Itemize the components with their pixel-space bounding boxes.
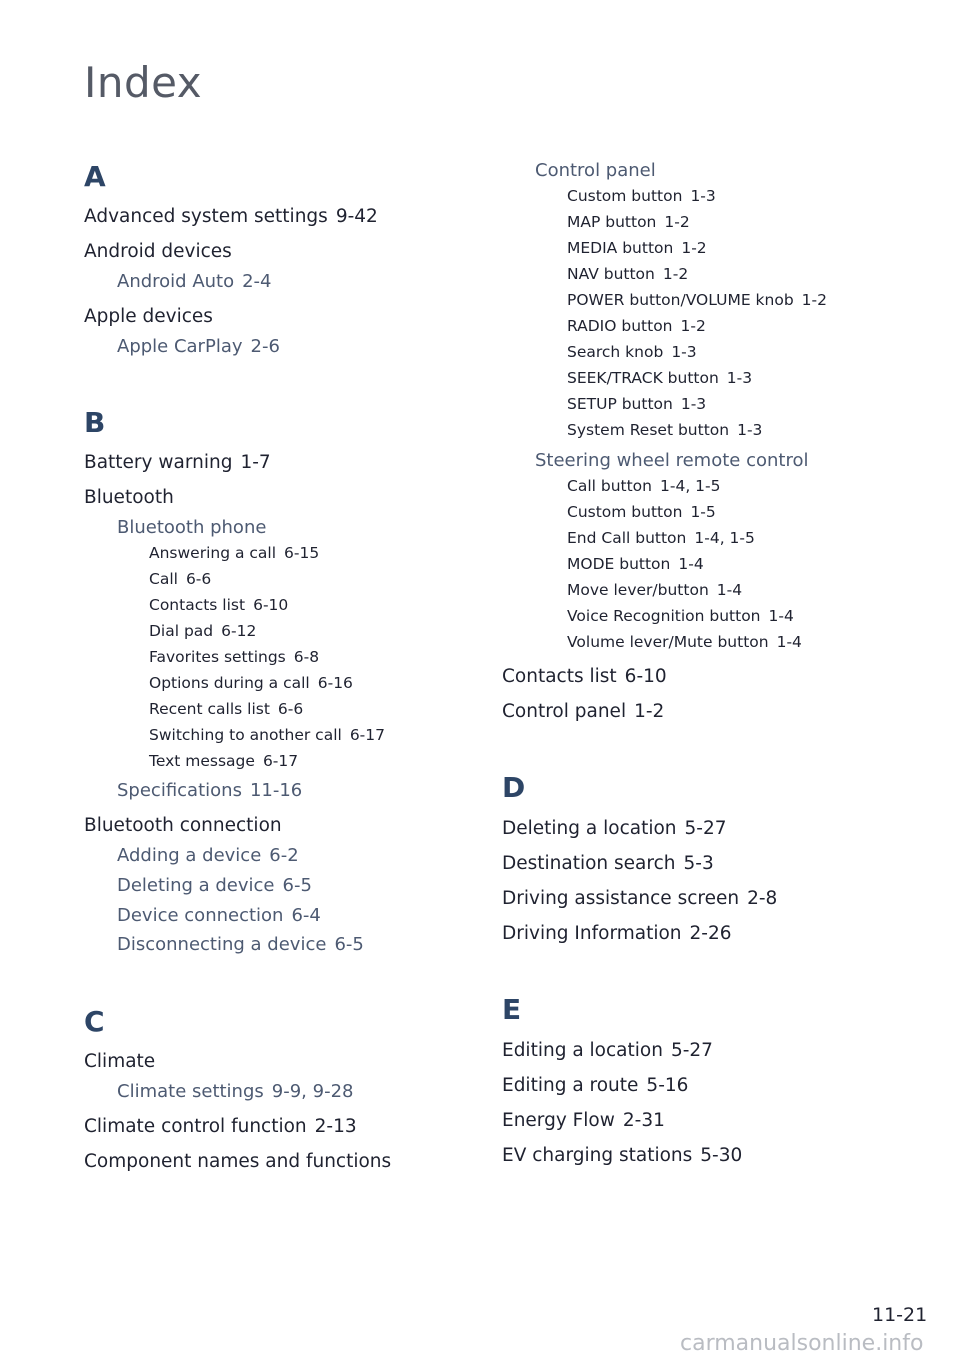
index-entry [502,701,664,722]
index-term: Custom button [567,503,683,521]
index-entry [535,160,656,181]
index-entry [149,622,256,640]
index-entry [149,596,288,614]
index-page-ref: 6-15 [284,544,320,562]
index-entry [567,421,762,439]
index-term: Driving assistance screen [502,888,740,909]
index-entry [567,187,716,205]
index-term: POWER button/VOLUME knob [567,291,794,309]
index-entry [502,1145,742,1166]
index-term: MAP button [567,213,657,231]
index-term: EV charging stations [502,1145,693,1166]
index-entry [502,666,667,687]
index-page-ref: 5-30 [700,1145,743,1166]
index-page-ref: 6-10 [253,596,289,614]
index-entry [502,1075,688,1096]
index-entry [117,1081,353,1102]
index-page-ref: 2-31 [622,1110,665,1131]
index-page-ref: 6-16 [317,674,353,692]
section-letter: E [502,993,522,1026]
index-entry [117,934,364,955]
index-entry [567,607,794,625]
index-term: Climate settings [117,1081,264,1102]
index-term: Battery warning [84,452,233,473]
index-term: Advanced system settings [84,206,328,227]
index-page-ref: 9-9, 9-28 [271,1081,354,1102]
index-page-ref: 5-16 [646,1075,689,1096]
index-entry [84,306,213,327]
page-number: 11-21 [872,1304,928,1326]
index-term: System Reset button [567,421,730,439]
index-term: Device connection [117,905,284,926]
index-entry [84,1051,155,1072]
index-page-ref: 1-5 [690,503,716,521]
index-page-ref: 1-2 [664,213,690,231]
section-letter: D [502,771,526,804]
index-term: NAV button [567,265,655,283]
index-term: MODE button [567,555,671,573]
index-term: Apple devices [84,306,213,327]
index-entry [502,853,714,874]
index-page-ref: 6-10 [624,666,667,687]
index-entry [567,317,706,335]
index-term: Specifications [117,780,242,801]
index-page-ref: 6-6 [185,570,212,588]
index-entry [567,633,802,651]
index-entry [149,752,298,770]
index-page-ref: 1-3 [671,343,697,361]
index-page-ref: 1-2 [801,291,827,309]
index-page-ref: 1-4 [716,581,743,599]
index-page-ref: 1-3 [690,187,716,205]
index-entry [502,888,777,909]
index-page-ref: 6-5 [334,934,364,955]
index-entry [502,1110,665,1131]
index-term: Editing a location [502,1040,663,1061]
index-term: Favorites settings [149,648,286,666]
index-entry [567,395,706,413]
index-entry [149,570,211,588]
index-entry [502,818,727,839]
index-page-ref: 6-5 [282,875,312,896]
index-term: Contacts list [149,596,246,614]
index-entry [117,336,280,357]
index-entry [567,291,827,309]
index-entry [567,239,707,257]
index-term: Custom button [567,187,683,205]
index-entry [567,581,742,599]
index-term: Call [149,570,178,588]
index-term: Text message [149,752,255,770]
index-term: SEEK/TRACK button [567,369,719,387]
index-term: Control panel [502,701,627,722]
index-entry [567,529,755,547]
index-page-ref: 1-4 [768,607,794,625]
index-page-ref: 1-4 [678,555,704,573]
index-entry [567,265,688,283]
index-term: Disconnecting a device [117,934,327,955]
index-term: Switching to another call [149,726,342,744]
index-page-ref: 6-6 [277,700,304,718]
index-term: Energy Flow [502,1110,615,1131]
index-entry [149,726,385,744]
index-term: Contacts list [502,666,617,687]
index-term: Call button [567,477,652,495]
page-title: Index [84,58,203,107]
section-letter: C [84,1005,105,1038]
index-page-ref: 1-2 [634,701,665,722]
index-entry [84,1116,357,1137]
index-term: Apple CarPlay [117,336,243,357]
index-page-ref: 2-13 [314,1116,357,1137]
index-entry [567,555,704,573]
index-page-ref: 6-2 [269,845,299,866]
index-page-ref: 1-3 [737,421,763,439]
index-page-ref: 5-27 [684,818,727,839]
index-term: Climate control function [84,1116,307,1137]
index-page-ref: 1-4, 1-5 [694,529,755,547]
index-entry [117,517,266,538]
index-term: SETUP button [567,395,673,413]
index-page-ref: 1-3 [680,395,707,413]
index-page-ref: 1-2 [681,239,707,257]
index-page-ref: 5-27 [670,1040,713,1061]
index-entry [84,241,232,262]
index-term: End Call button [567,529,687,547]
index-page-ref: 1-4, 1-5 [660,477,721,495]
index-entry [117,271,272,292]
index-page-ref: 11-16 [249,780,303,801]
section-letter: A [84,160,106,193]
index-entry [567,369,752,387]
index-page-ref: 6-17 [349,726,385,744]
index-term: Search knob [567,343,664,361]
index-term: Control panel [535,160,656,181]
index-term: Android devices [84,241,232,262]
index-section-letter [502,771,525,804]
index-entry [117,845,299,866]
index-page-ref: 6-12 [221,622,257,640]
index-page-ref: 1-7 [240,452,271,473]
index-term: Bluetooth [84,487,174,508]
index-term: RADIO button [567,317,673,335]
index-term: Move lever/button [567,581,709,599]
index-page-ref: 2-4 [242,271,272,292]
index-entry [84,1151,391,1172]
index-page-ref: 6-4 [291,905,321,926]
index-entry [117,780,302,801]
index-page-ref: 2-6 [250,336,280,357]
index-term: Deleting a location [502,818,677,839]
index-page-ref: 1-4 [776,633,802,651]
index-entry [567,213,690,231]
index-section-letter [84,160,106,193]
index-page-ref: 2-8 [747,888,778,909]
index-term: Volume lever/Mute button [567,633,769,651]
index-entry [502,1040,713,1061]
index-entry [567,503,716,521]
index-page-ref: 1-2 [662,265,689,283]
index-term: Adding a device [117,845,262,866]
index-term: Deleting a device [117,875,275,896]
index-term: Recent calls list [149,700,270,718]
index-entry [117,875,312,896]
index-term: Steering wheel remote control [535,450,809,471]
index-term: Driving Information [502,923,682,944]
index-section-letter [502,993,521,1026]
index-term: Answering a call [149,544,277,562]
index-term: Climate [84,1051,156,1072]
index-page-ref: 9-42 [335,206,378,227]
index-section-letter [84,1005,105,1038]
index-term: Android Auto [117,271,235,292]
index-entry [567,477,721,495]
index-term: Component names and functions [84,1151,392,1172]
index-entry [84,206,378,227]
index-entry [149,674,353,692]
index-entry [149,700,303,718]
index-entry [117,905,321,926]
index-entry [502,923,732,944]
index-term: Bluetooth connection [84,815,282,836]
section-letter: B [84,406,106,439]
index-entry [149,544,319,562]
index-page-ref: 1-2 [680,317,706,335]
index-term: Destination search [502,853,676,874]
index-entry [84,487,174,508]
index-page-ref: 1-3 [726,369,753,387]
index-section-letter [84,406,105,439]
index-term: Options during a call [149,674,310,692]
index-entry [84,815,282,836]
watermark: carmanualsonline.info [680,1331,924,1356]
index-term: Dial pad [149,622,214,640]
index-term: Editing a route [502,1075,639,1096]
index-entry [84,452,271,473]
index-page-ref: 2-26 [689,923,732,944]
index-entry [535,450,808,471]
index-entry [567,343,697,361]
index-entry [149,648,319,666]
index-term: Bluetooth phone [117,517,267,538]
index-page-ref: 6-17 [262,752,299,770]
index-page-ref: 5-3 [683,853,714,874]
index-term: Voice Recognition button [567,607,761,625]
index-page-ref: 6-8 [293,648,320,666]
index-term: MEDIA button [567,239,674,257]
